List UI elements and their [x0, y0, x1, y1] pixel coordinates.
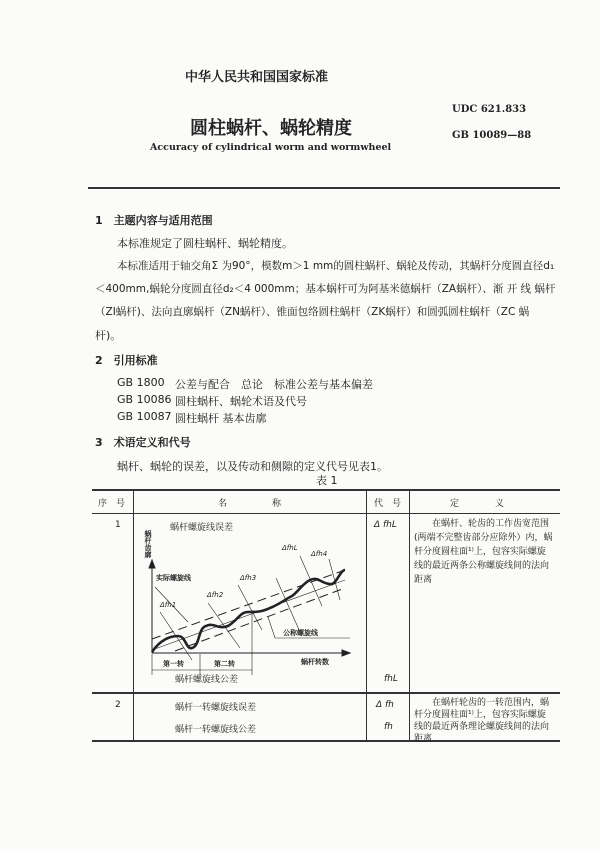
- deviation-label: Δfh4: [311, 550, 328, 558]
- y-axis-arrow: [149, 560, 155, 568]
- section-2-heading: 2 引用标准: [95, 354, 158, 367]
- table-caption: 表 1: [316, 474, 338, 487]
- document-title-en: Accuracy of cylindrical worm and wormwheel: [150, 142, 392, 153]
- column-header-definition: 定 义: [450, 499, 505, 509]
- udc-number: UDC 621.833: [452, 104, 527, 115]
- section-1-paragraph: 本标准规定了圆柱蜗杆、蜗轮精度。: [117, 237, 293, 250]
- deviation-label: Δfh3: [240, 574, 257, 582]
- row-tolerance-symbol: fh: [384, 722, 393, 732]
- section-1-text-line: 杆)。: [95, 329, 122, 342]
- row-tolerance-symbol: fhL: [384, 674, 398, 684]
- reference-code: GB 10086: [117, 393, 172, 406]
- row-number: 2: [115, 700, 121, 710]
- section-1-heading: 1 主题内容与适用范围: [95, 214, 213, 227]
- row-symbol: Δ fhL: [374, 520, 397, 530]
- reference-code: GB 1800: [117, 376, 165, 389]
- column-header-symbol: 代 号: [374, 499, 402, 509]
- deviation-label: Δfh1: [160, 601, 177, 609]
- row-tolerance-name: 蜗杆一转螺旋线公差: [175, 725, 257, 735]
- x-axis-label: 蜗杆转数: [301, 658, 329, 666]
- deviation-label: Δfh2: [207, 591, 224, 599]
- section-3-paragraph: 蜗杆、蜗轮的误差，以及传动和侧隙的定义代号见表1。: [117, 460, 388, 473]
- actual-helix-label: 实际螺旋线: [156, 574, 191, 582]
- deviation-label: ΔfhL: [282, 544, 298, 552]
- section-1-text-line: （ZI蜗杆)、法向直廓蜗杆（ZN蜗杆）、锥面包络圆柱蜗杆（ZK蜗杆）和圆弧圆柱蜗杆（ZC 蜗: [95, 306, 530, 318]
- first-turn-label: 第一转: [163, 660, 184, 668]
- section-1-text-line: 本标准适用于轴交角Σ 为90°，模数m＞1 mm的圆柱蜗杆、蜗轮及传动，其蜗杆分度圆直径d₁: [117, 260, 555, 272]
- reference-title: 圆柱蜗杆、蜗轮术语及代号: [175, 395, 307, 408]
- x-axis-arrow: [342, 650, 350, 656]
- section-3-heading: 3 术语定义和代号: [95, 436, 191, 449]
- nominal-helix-label: 公称螺旋线: [283, 629, 318, 637]
- row-definition: 在蜗杆、轮齿的工作齿宽范围(两端不完整齿部分应除外）内，蜗杆分度圆柱面¹⁾上，包容实际螺旋线的最近两条公称螺旋线间的法向距离: [414, 519, 553, 585]
- reference-title: 公差与配合 总论 标准公差与基本偏差: [175, 378, 373, 391]
- section-1-text-line: ＜400mm,蜗轮分度圆直径d₂＜4 000mm；基本蜗杆可为阿基米德蜗杆（ZA蜗杆）、渐 开 线 蜗杆: [95, 283, 556, 295]
- nominal-helix-lower: [175, 588, 345, 651]
- reference-title: 圆柱蜗杆 基本齿廓: [175, 412, 267, 425]
- reference-code: GB 10087: [117, 410, 172, 423]
- column-header-no: 序 号: [98, 499, 126, 509]
- national-standard-label: 中华人民共和国国家标准: [185, 70, 329, 85]
- row-name: 蜗杆一转螺旋线误差: [175, 703, 257, 713]
- row-symbol: Δ fh: [376, 700, 394, 710]
- row-definition: 在蜗杆轮齿的一转范围内，蜗杆分度圆柱面¹⁾上，包容实际螺旋线的最近两条理论螺旋线间的法向距离: [414, 698, 550, 744]
- helix-centerline: [152, 580, 345, 650]
- column-header-name: 名 称: [218, 499, 282, 509]
- row-tolerance-name: 蜗杆螺旋线公差: [175, 675, 239, 685]
- gb-number: GB 10089—88: [452, 130, 532, 141]
- second-turn-label: 第二转: [214, 660, 235, 668]
- row-number: 1: [115, 520, 121, 530]
- y-axis-label: 蜗杆齿廓: [144, 530, 152, 558]
- document-title-cn: 圆柱蜗杆、蜗轮精度: [190, 118, 352, 139]
- row-name: 蜗杆螺旋线误差: [170, 523, 234, 533]
